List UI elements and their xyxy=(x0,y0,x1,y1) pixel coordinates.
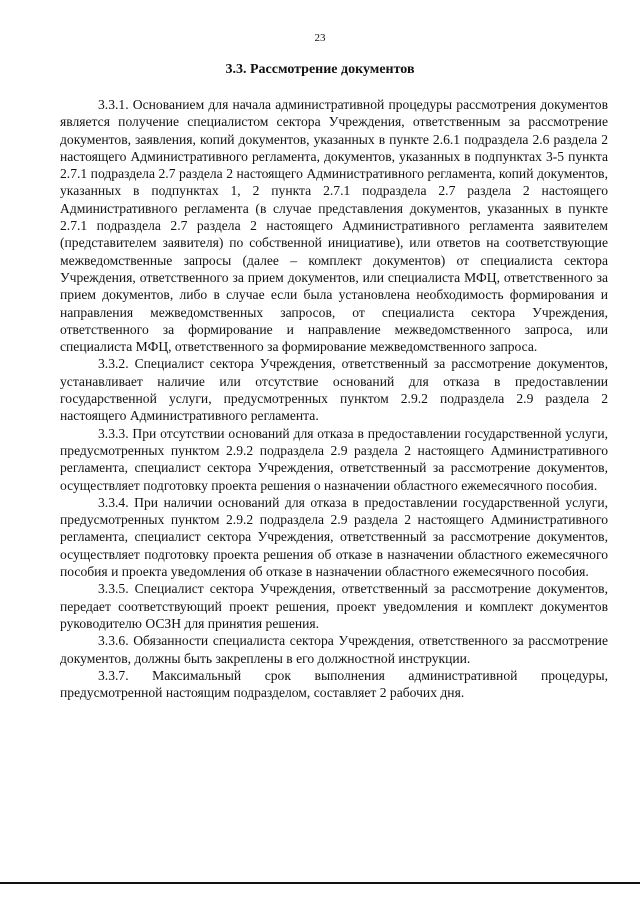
paragraph-3-3-1: 3.3.1. Основанием для начала административной процедуры рассмотрения документов является получение специалистом сектора Учреждения, ответственным за рассмотрение документов, заявления, копий документов, указанных в пункте 2.6.1 подраздела 2.6 раздела 2 настоящего Административного регламента, документов, указанных в подпунктах 3-5 пункта 2.7.1 подраздела 2.7 раздела 2 настоящего Административного регламента, копий документов, указанных в подпунктах 1, 2 пункта 2.7.1 подраздела 2.7 раздела 2 настоящего Административного регламента (в случае представления документов, указанных в пункте 2.7.1 подраздела 2.7 раздела 2 настоящего Административного регламента заявителем (представителем заявителя) по собственной инициативе), или ответов на соответствующие межведомственные запросы (далее – комплект документов) от специалиста сектора Учреждения, ответственного за прием документов, или специалиста МФЦ, ответственного за прием документов, либо в случае если была установлена необходимость формирования и направления межведомственных запросов, от специалиста сектора Учреждения, ответственного за формирование и направление межведомственного запроса, или специалиста МФЦ, ответственного за формирование межведомственного запроса. xyxy=(60,97,608,355)
paragraph-3-3-2: 3.3.2. Специалист сектора Учреждения, ответственный за рассмотрение документов, устанавливает наличие или отсутствие оснований для отказа в предоставлении государственной услуги, предусмотренных пунктом 2.9.2 подраздела 2.9 раздела 2 настоящего Административного регламента. xyxy=(60,356,608,424)
section-title: 3.3. Рассмотрение документов xyxy=(225,62,415,77)
paragraph-3-3-6: 3.3.6. Обязанности специалиста сектора Учреждения, ответственного за рассмотрение документов, должны быть закреплены в его должностной инструкции. xyxy=(60,633,608,666)
page-bottom-rule xyxy=(0,882,640,884)
paragraph-3-3-5: 3.3.5. Специалист сектора Учреждения, ответственный за рассмотрение документов, передает соответствующий проект решения, проект уведомления и комплект документов руководителю ОСЗН для принятия решения. xyxy=(60,581,608,631)
document-body xyxy=(60,96,608,701)
page-number: 23 xyxy=(314,32,326,44)
paragraph-3-3-4: 3.3.4. При наличии оснований для отказа в предоставлении государственной услуги, предусмотренных пунктом 2.9.2 подраздела 2.9 раздела 2 настоящего Административного регламента, специалист сектора Учреждения, ответственный за рассмотрение документов, осуществляет подготовку проекта решения об отказе в назначении областного ежемесячного пособия и проекта уведомления об отказе в назначении областного ежемесячного пособия. xyxy=(60,494,608,580)
paragraph-3-3-3: 3.3.3. При отсутствии оснований для отказа в предоставлении государственной услуги, предусмотренных пунктом 2.9.2 подраздела 2.9 раздела 2 настоящего Административного регламента, специалист сектора Учреждения, ответственный за рассмотрение документов, осуществляет подготовку проекта решения о назначении областного ежемесячного пособия. xyxy=(60,425,608,493)
paragraph-3-3-7: 3.3.7. Максимальный срок выполнения административной процедуры, предусмотренной настоящим подразделом, составляет 2 рабочих дня. xyxy=(60,667,608,701)
